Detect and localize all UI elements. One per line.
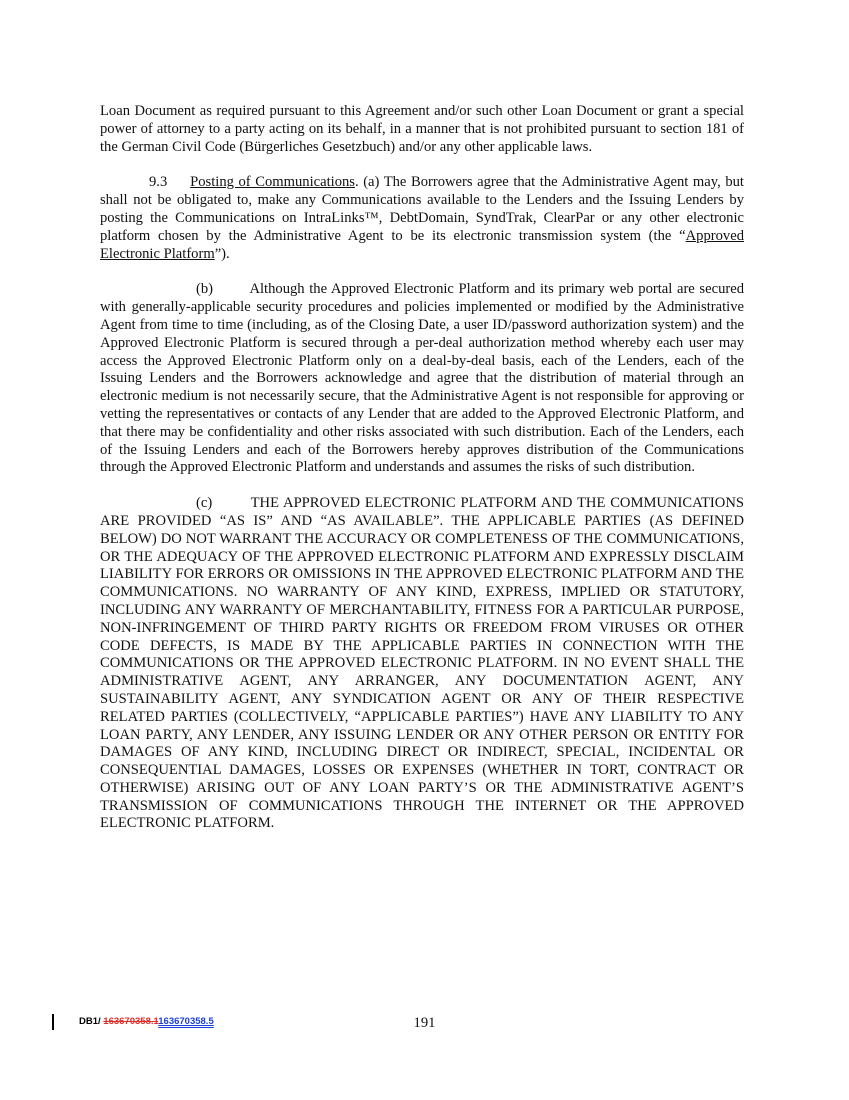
section-text-b: ”). xyxy=(214,245,230,262)
document-id-deleted: 163670358.1 xyxy=(103,1016,159,1027)
document-body xyxy=(100,103,748,833)
document-id-inserted: 163670358.5 xyxy=(158,1016,214,1027)
page-number: 191 xyxy=(413,1015,436,1031)
defined-term: Approved Electronic Platform xyxy=(100,227,744,262)
paragraph-b: (b) Although the Approved Electronic Platform and its primary web portal are secured with generally-applicable security procedures and policies implemented or modified by the Administrative Agent from time to time (including, as of the Closing Date, a user ID/password authorization system) and the Approved Electronic Platform is secured through a per-deal authorization method whereby each user may access the Approved Electronic Platform only on a deal-by-deal basis, each of the Lenders, each of the Issuing Lenders and the Borrowers acknowledge and agree that the distribution of material through an electronic medium is not necessarily secure, that the Administrative Agent is not responsible for approving or vetting the representatives or contacts of any Lender that are added to the Approved Electronic Platform, and that there may be confidentiality and other risks associated with such distribution. Each of the Lenders, each of the Issuing Lenders and each of the Borrowers hereby approves distribution of the Communications through the Approved Electronic Platform and understands and assumes the risks of such distribution. xyxy=(100,281,748,476)
section-text-a: . (a) The Borrowers agree that the Administrative Agent may, but shall not be obligated to, make any Communications available to the Lenders and the Issuing Lenders by posting the Communications on IntraLinks™, DebtDomain, SyndTrak, ClearPar or any other electronic platform chosen by the Administrative Agent to be its electronic transmission system (the “ xyxy=(100,174,744,244)
section-number: 9.3 xyxy=(149,174,168,191)
paragraph-c-disclaimer: (c) THE APPROVED ELECTRONIC PLATFORM AND THE COMMUNICATIONS ARE PROVIDED “AS IS” AND “AS AVAILABLE”. THE APPLICABLE PARTIES (AS DEFINED BELOW) DO NOT WARRANT THE ACCURACY OR COMPLETENESS OF THE COMMUNICATIONS, OR THE ADEQUACY OF THE APPROVED ELECTRONIC PLATFORM AND EXPRESSLY DISCLAIM LIABILITY FOR ERRORS OR OMISSIONS IN THE APPROVED ELECTRONIC PLATFORM AND THE COMMUNICATIONS. NO WARRANTY OF ANY KIND, EXPRESS, IMPLIED OR STATUTORY, INCLUDING ANY WARRANTY OF MERCHANTABILITY, FITNESS FOR A PARTICULAR PURPOSE, NON-INFRINGEMENT OF THIRD PARTY RIGHTS OR FREEDOM FROM VIRUSES OR OTHER CODE DEFECTS, IS MADE BY THE APPLICABLE PARTIES IN CONNECTION WITH THE COMMUNICATIONS OR THE APPROVED ELECTRONIC PLATFORM. IN NO EVENT SHALL THE ADMINISTRATIVE AGENT, ANY ARRANGER, ANY DOCUMENTATION AGENT, ANY SUSTAINABILITY AGENT, ANY SYNDICATION AGENT OR ANY OF THEIR RESPECTIVE RELATED PARTIES (COLLECTIVELY, “APPLICABLE PARTIES”) HAVE ANY LIABILITY TO ANY LOAN PARTY, ANY LENDER, ANY ISSUING LENDER OR ANY OTHER PERSON OR ENTITY FOR DAMAGES OF ANY KIND, INCLUDING DIRECT OR INDIRECT, SPECIAL, INCIDENTAL OR CONSEQUENTIAL DAMAGES, LOSSES OR EXPENSES (WHETHER IN TORT, CONTRACT OR OTHERWISE) ARISING OUT OF ANY LOAN PARTY’S OR THE ADMINISTRATIVE AGENT’S TRANSMISSION OF COMMUNICATIONS THROUGH THE INTERNET OR THE APPROVED ELECTRONIC PLATFORM. xyxy=(100,495,748,832)
document-id-prefix: DB1/ xyxy=(79,1016,104,1027)
section-9-3-paragraph xyxy=(100,174,744,263)
section-heading: Posting of Communications xyxy=(190,174,355,191)
paragraph-continuation: Loan Document as required pursuant to this Agreement and/or such other Loan Document or grant a special power of attorney to a party acting on its behalf, in a manner that is not prohibited pursuant to section 181 of the German Civil Code (Bürgerliches Gesetzbuch) and/or any other applicable laws. xyxy=(100,103,744,155)
